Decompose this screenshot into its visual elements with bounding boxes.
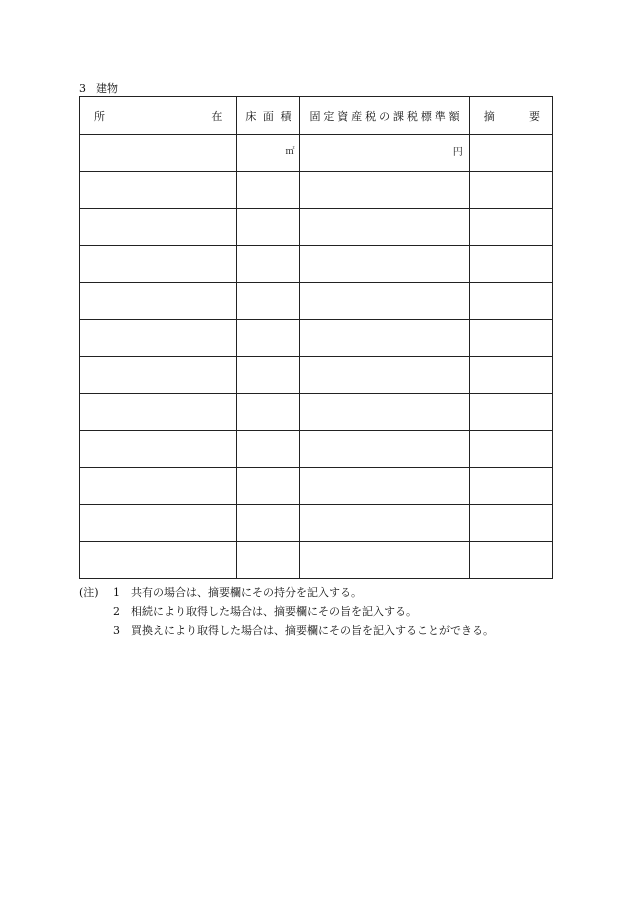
cell-remarks[interactable] [469, 542, 552, 579]
header-floor-area-char: 面 [262, 109, 274, 123]
cell-remarks[interactable] [469, 172, 552, 209]
note-item [79, 583, 494, 602]
header-tax-value-char: 税 [365, 109, 377, 123]
cell-floor-area[interactable] [237, 542, 300, 579]
notes [79, 583, 494, 640]
cell-floor-area[interactable] [237, 283, 300, 320]
table-row [80, 283, 553, 320]
header-tax-value-char: 資 [337, 109, 349, 123]
cell-tax-value[interactable] [300, 505, 469, 542]
note-number: 2 [113, 605, 120, 618]
cell-tax-value[interactable] [300, 468, 469, 505]
cell-location[interactable] [80, 283, 237, 320]
section-number: 3 [79, 82, 86, 95]
cell-location[interactable] [80, 431, 237, 468]
header-tax-value-char: 産 [351, 109, 363, 123]
header-tax-value-char: 課 [392, 109, 404, 123]
cell-remarks[interactable] [469, 283, 552, 320]
cell-tax-value[interactable] [300, 209, 469, 246]
cell-tax-value[interactable] [300, 172, 469, 209]
cell-tax-value[interactable] [300, 431, 469, 468]
table-header-row [80, 97, 553, 135]
cell-tax-value[interactable] [300, 357, 469, 394]
cell-floor-area[interactable] [237, 172, 300, 209]
cell-tax-value[interactable] [300, 394, 469, 431]
cell-location[interactable] [80, 357, 237, 394]
section-heading: 建物 [96, 82, 118, 95]
note-number: 3 [113, 624, 120, 637]
table-row [80, 468, 553, 505]
cell-location[interactable] [80, 209, 237, 246]
cell-location[interactable] [80, 505, 237, 542]
header-floor-area [237, 97, 300, 135]
cell-location[interactable] [80, 246, 237, 283]
header-location-char: 所 [94, 109, 105, 123]
note-text: 相続により取得した場合は、摘要欄にその旨を記入する。 [131, 605, 417, 618]
cell-remarks[interactable] [469, 246, 552, 283]
cell-remarks[interactable] [469, 505, 552, 542]
header-floor-area-char: 床 [245, 109, 257, 123]
header-tax-value-char: 準 [434, 109, 446, 123]
cell-floor-area[interactable] [237, 468, 300, 505]
header-location-char: 在 [211, 109, 223, 123]
table-row [80, 357, 553, 394]
header-tax-value-char: 固 [309, 109, 321, 123]
cell-floor-area[interactable] [237, 431, 300, 468]
cell-remarks[interactable] [469, 135, 552, 172]
table-row [80, 394, 553, 431]
table-row [80, 505, 553, 542]
cell-remarks[interactable] [469, 468, 552, 505]
note-item [79, 621, 494, 640]
cell-tax-value[interactable] [300, 246, 469, 283]
header-remarks-char: 摘 [483, 109, 495, 123]
cell-location[interactable] [80, 394, 237, 431]
unit-yen: 円 [452, 147, 463, 158]
cell-floor-area[interactable] [237, 505, 300, 542]
building-table [79, 96, 553, 579]
table-row [80, 172, 553, 209]
cell-remarks[interactable] [469, 320, 552, 357]
note-text: 共有の場合は、摘要欄にその持分を記入する。 [131, 586, 362, 599]
cell-location[interactable] [80, 320, 237, 357]
header-remarks [469, 97, 552, 135]
cell-floor-area[interactable] [237, 394, 300, 431]
header-tax-value-char: 定 [323, 109, 335, 123]
unit-square-meter: ㎡ [285, 147, 295, 157]
table-body [80, 97, 553, 579]
cell-remarks[interactable] [469, 357, 552, 394]
note-number: 1 [113, 586, 120, 599]
cell-floor-area[interactable] [237, 246, 300, 283]
header-tax-value [300, 97, 469, 135]
table-row [80, 431, 553, 468]
section-title [79, 82, 118, 96]
note-text: 買換えにより取得した場合は、摘要欄にその旨を記入することができる。 [131, 624, 494, 637]
cell-location[interactable] [80, 172, 237, 209]
cell-location[interactable] [80, 135, 237, 172]
header-remarks-char: 要 [529, 109, 540, 123]
cell-tax-value[interactable] [300, 320, 469, 357]
header-tax-value-char: 標 [420, 109, 432, 123]
header-tax-value-char: 税 [406, 109, 418, 123]
cell-remarks[interactable] [469, 394, 552, 431]
cell-remarks[interactable] [469, 209, 552, 246]
table-row [80, 246, 553, 283]
header-tax-value-char: 額 [448, 109, 460, 123]
table-row [80, 135, 553, 172]
cell-location[interactable] [80, 542, 237, 579]
notes-prefix: (注) [79, 586, 99, 599]
header-tax-value-char: の [379, 109, 391, 123]
cell-tax-value[interactable] [300, 283, 469, 320]
cell-location[interactable] [80, 468, 237, 505]
cell-floor-area[interactable] [237, 209, 300, 246]
cell-remarks[interactable] [469, 431, 552, 468]
cell-floor-area[interactable] [237, 357, 300, 394]
table-row [80, 320, 553, 357]
note-item [79, 602, 494, 621]
header-floor-area-char: 積 [280, 109, 292, 123]
header-location [80, 97, 237, 135]
table-row [80, 542, 553, 579]
cell-tax-value[interactable] [300, 542, 469, 579]
cell-tax-value[interactable] [300, 135, 469, 172]
cell-floor-area[interactable] [237, 135, 300, 172]
table-row [80, 209, 553, 246]
cell-floor-area[interactable] [237, 320, 300, 357]
